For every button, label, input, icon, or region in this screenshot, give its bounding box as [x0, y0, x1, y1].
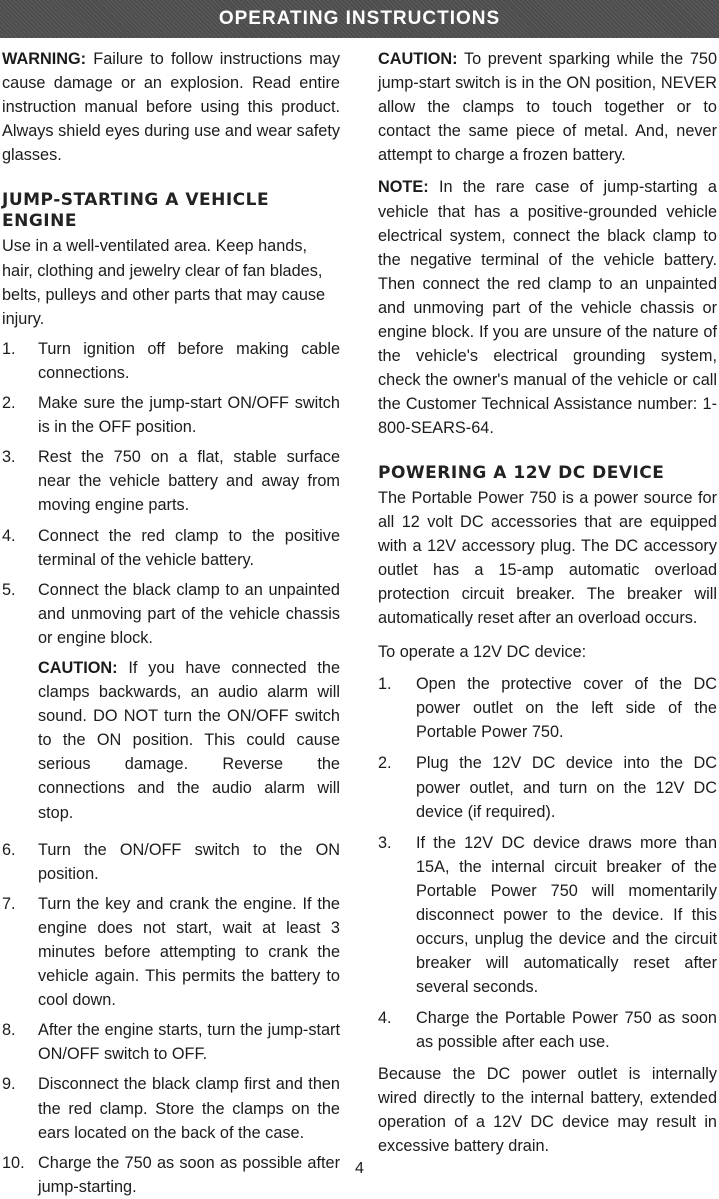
list-item — [2, 578, 340, 825]
step-number: 6. — [2, 840, 16, 859]
step-number: 4. — [378, 1009, 392, 1028]
step-number: 4. — [2, 526, 16, 545]
list-item — [378, 831, 717, 1000]
step-text: Rest the 750 on a flat, stable surface near the vehicle battery and away from moving engine parts. — [38, 448, 340, 515]
step-number: 9. — [2, 1075, 16, 1094]
step-text: Disconnect the black clamp first and then the red clamp. Store the clamps on the ears located on the back of the case. — [38, 1075, 340, 1142]
jump-start-heading: JUMP-STARTING A VEHICLE ENGINE — [2, 190, 270, 232]
step-text: Charge the 750 as soon as possible after jump-starting. — [38, 1153, 340, 1196]
step-text: Make sure the jump-start ON/OFF switch is in the OFF position. — [38, 394, 340, 437]
step-number: 5. — [2, 580, 16, 599]
list-item — [2, 391, 340, 439]
list-item — [378, 1006, 717, 1054]
step-number: 2. — [2, 394, 16, 413]
right-column — [378, 47, 717, 1158]
warning-paragraph — [2, 47, 340, 167]
jump-start-intro: Use in a well-ventilated area. Keep hands, hair, clothing and jewelry clear of fan blades, belts, pulleys and other parts that may cause injury. — [2, 237, 326, 328]
warning-text: Failure to follow instructions may cause damage or an explosion. Read entire instruction manual before using this product. Always shield eyes during use and wear safety glasses. — [2, 50, 340, 165]
powering-heading: POWERING A 12V DC DEVICE — [378, 462, 665, 483]
caution-label: CAUTION: — [378, 50, 458, 68]
powering-steps — [378, 672, 717, 1054]
powering-lead: To operate a 12V DC device: — [378, 643, 587, 662]
step-number: 3. — [2, 448, 16, 467]
step5-caution — [38, 656, 340, 825]
step-text: Connect the red clamp to the positive terminal of the vehicle battery. — [38, 526, 340, 569]
step-text: Turn the key and crank the engine. If the engine does not start, wait at least 3 minutes before attempting to crank the vehicle again. This permits the battery to cool down. — [38, 894, 340, 1010]
list-item — [378, 672, 717, 744]
caution-text: To prevent sparking while the 750 jump-start switch is in the ON position, NEVER allow the clamps to touch together or to contact the same piece of metal. And, never attempt to charge a frozen battery. — [378, 50, 718, 165]
page-title: OPERATING INSTRUCTIONS — [218, 8, 501, 29]
note-paragraph — [378, 175, 717, 440]
step-text: Charge the Portable Power 750 as soon as possible after each use. — [416, 1009, 717, 1052]
list-item — [2, 524, 340, 572]
list-item — [2, 445, 340, 517]
left-column — [2, 47, 340, 1199]
jump-start-steps — [2, 337, 340, 1199]
caution-paragraph — [378, 47, 717, 167]
caution-text: If you have connected the clamps backwards, an audio alarm will sound. DO NOT turn the ON/OFF switch to the ON position. This could cause serious damage. Reverse the connections and the audio alarm will stop. — [38, 658, 340, 822]
step-number: 2. — [378, 754, 392, 773]
powering-closing: Because the DC power outlet is internally wired directly to the internal battery, extended operation of a 12V DC device may result in excessive battery drain. — [378, 1064, 717, 1155]
list-item — [378, 751, 717, 823]
powering-intro: The Portable Power 750 is a power source for all 12 volt DC accessories that are equipped with a 12V accessory plug. The DC accessory outlet has a 15-amp automatic overload protection circuit breaker. The breaker will automatically reset after an overload occurs. — [378, 488, 717, 627]
caution-label: CAUTION: — [38, 658, 118, 677]
page-number: 4 — [355, 1160, 364, 1177]
step-number: 8. — [2, 1021, 16, 1040]
step-text: Plug the 12V DC device into the DC power outlet, and turn on the 12V DC device (if required). — [416, 754, 717, 821]
step-number: 3. — [378, 833, 392, 852]
step-text: Connect the black clamp to an unpainted and unmoving part of the vehicle chassis or engine block. — [38, 580, 340, 647]
step-number: 1. — [378, 675, 392, 694]
section-banner — [0, 0, 719, 38]
step-text: After the engine starts, turn the jump-start ON/OFF switch to OFF. — [38, 1021, 340, 1064]
step-number: 1. — [2, 339, 16, 358]
list-item — [2, 838, 340, 886]
step-number: 10. — [2, 1153, 25, 1172]
warning-label: WARNING: — [2, 50, 87, 68]
list-item — [2, 1072, 340, 1144]
list-item — [2, 337, 340, 385]
step-text: If the 12V DC device draws more than 15A, the internal circuit breaker of the Portable Power 750 will momentarily disconnect power to the device. If this occurs, unplug the device and the circuit breaker will automatically reset after several seconds. — [416, 833, 717, 997]
step-text: Open the protective cover of the DC power outlet on the left side of the Portable Power 750. — [416, 675, 717, 742]
step-number: 7. — [2, 894, 16, 913]
step-text: Turn ignition off before making cable connections. — [38, 339, 340, 382]
note-label: NOTE: — [378, 178, 429, 197]
step-text: Turn the ON/OFF switch to the ON position. — [38, 840, 340, 883]
list-item — [2, 1018, 340, 1066]
list-item — [2, 892, 340, 1012]
note-text: In the rare case of jump-starting a vehicle that has a positive-grounded vehicle electrical system, connect the black clamp to the negative terminal of the vehicle battery. Then connect the red clamp to an unpainted and unmoving part of the vehicle chassis or engine block. If you are unsure of the nature of the vehicle's electrical grounding system, check the owner's manual of the vehicle or call the Customer Technical Assistance number: 1-800-SEARS-64. — [378, 178, 717, 438]
